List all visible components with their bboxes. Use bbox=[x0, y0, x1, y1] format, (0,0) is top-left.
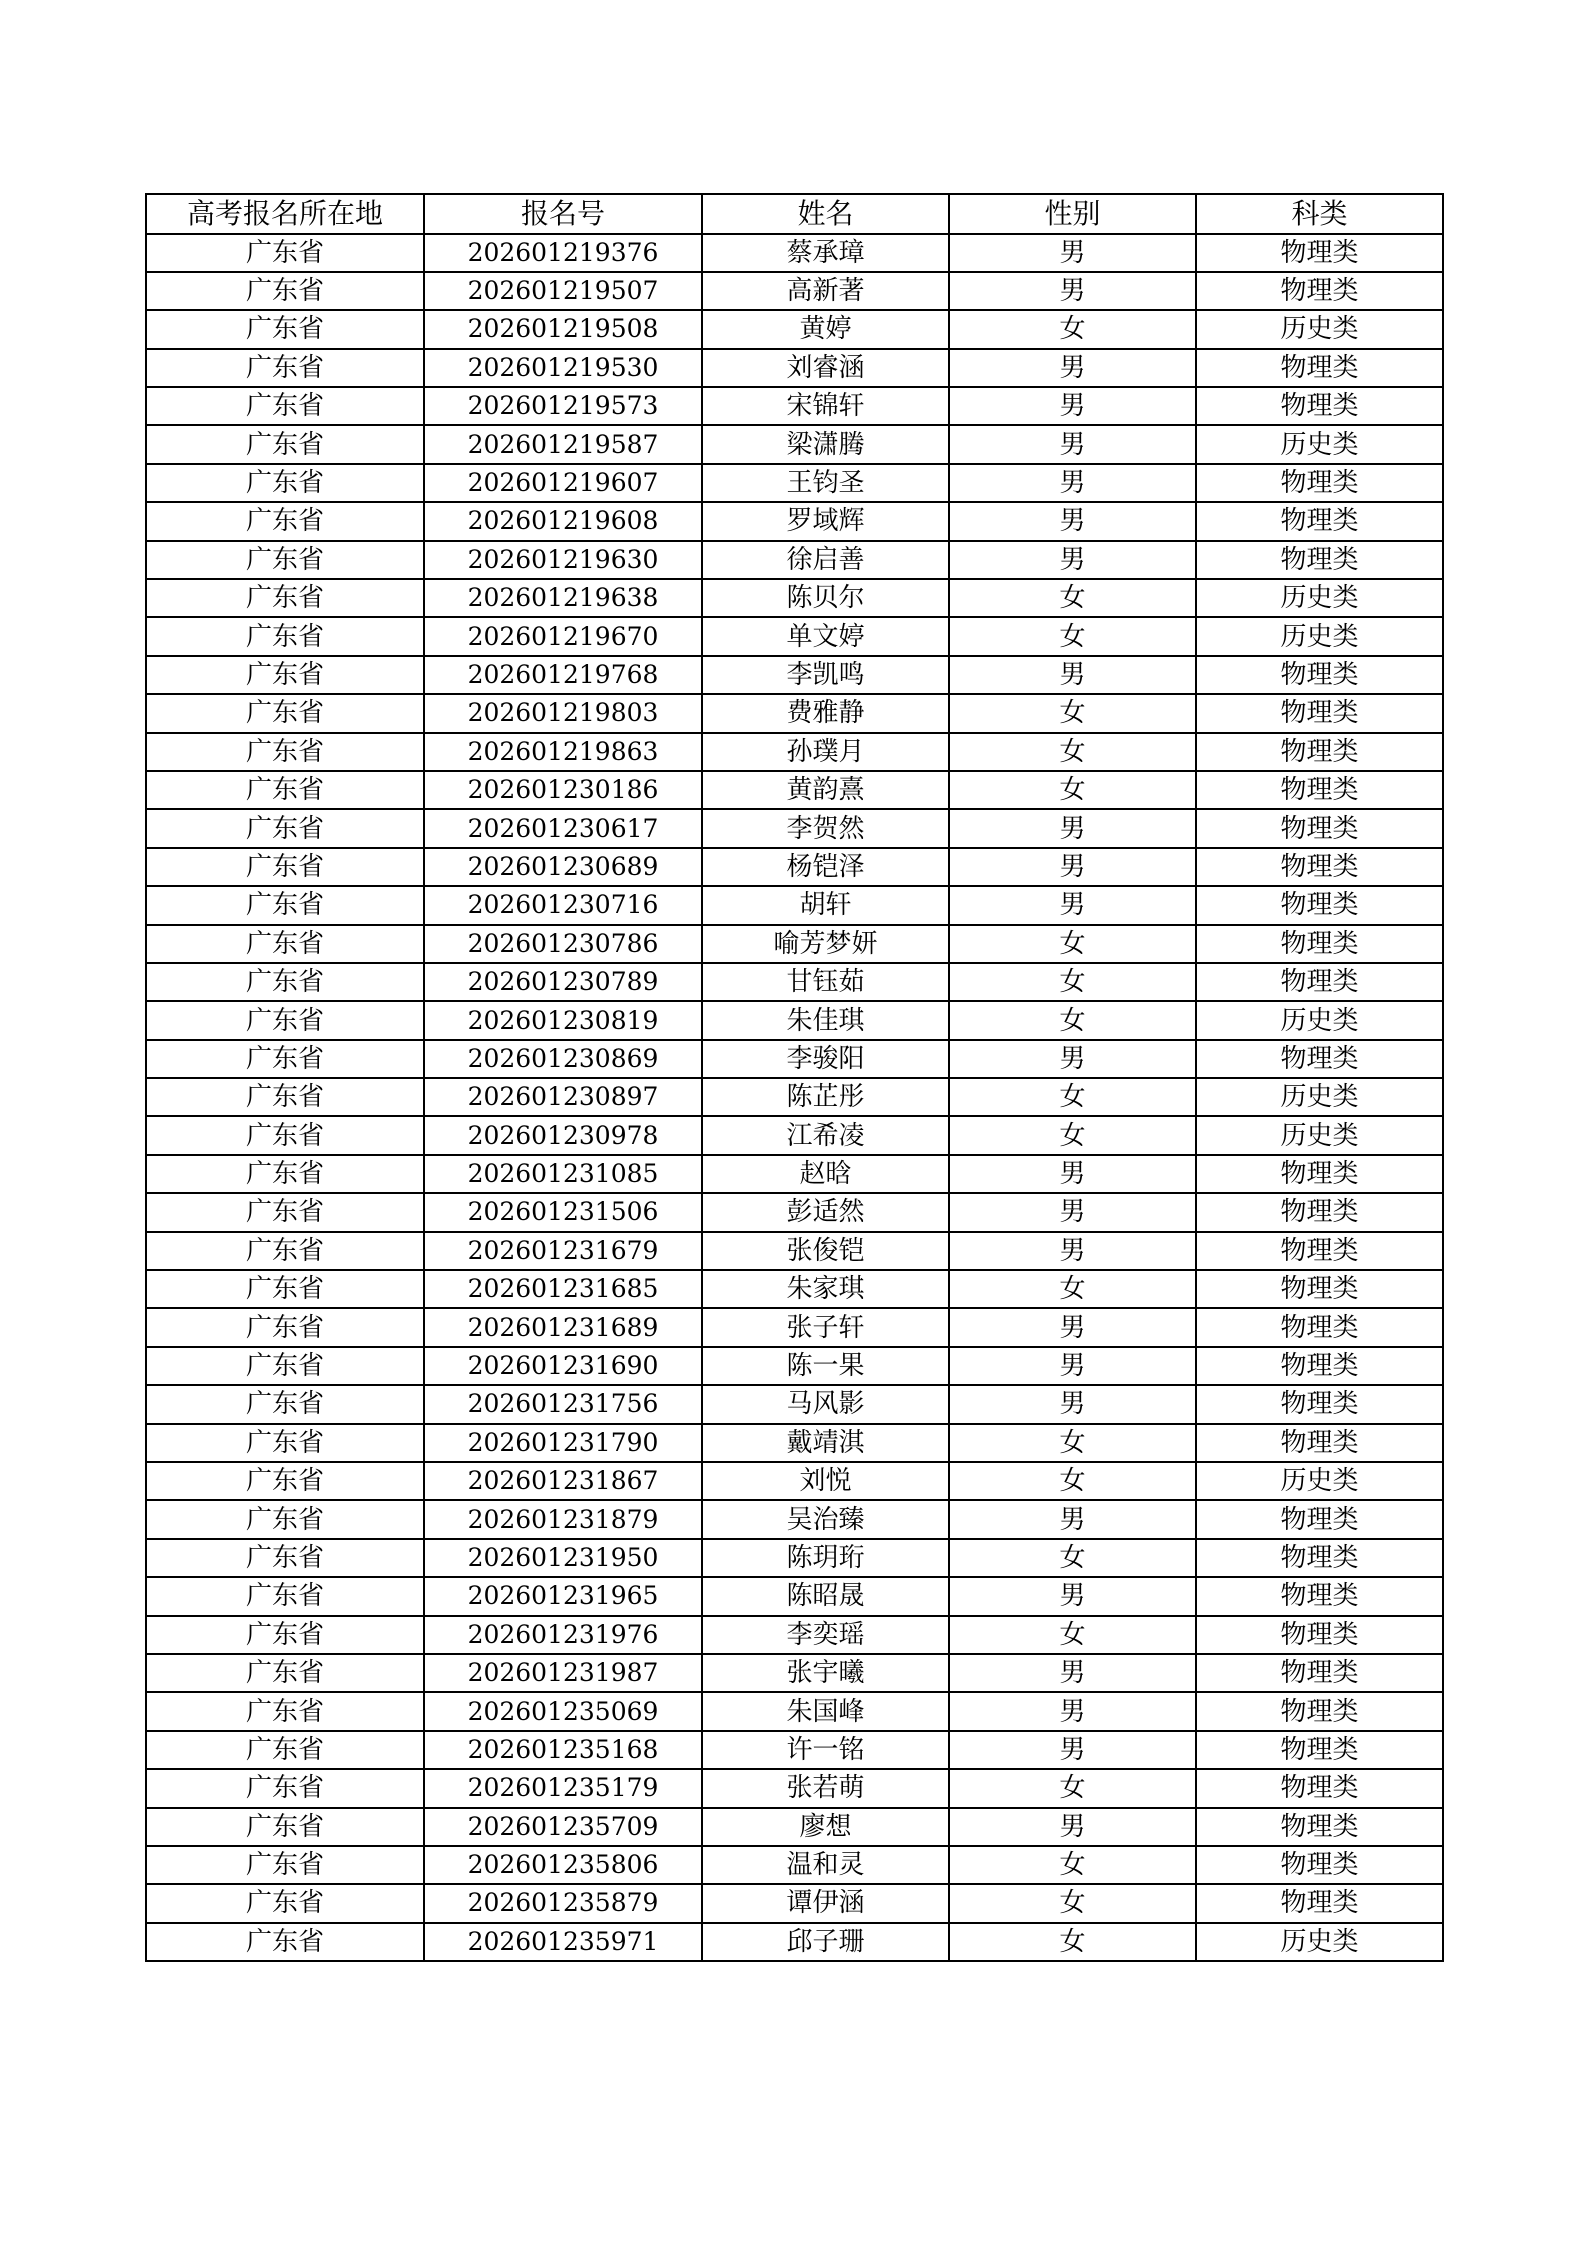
table-header bbox=[146, 194, 1443, 234]
cell-name: 喻芳梦妍 bbox=[702, 925, 949, 963]
cell-name: 陈一果 bbox=[702, 1347, 949, 1385]
cell-gender: 男 bbox=[949, 387, 1196, 425]
cell-registration-number: 202601231756 bbox=[424, 1385, 702, 1423]
cell-location: 广东省 bbox=[146, 1347, 424, 1385]
cell-gender: 男 bbox=[949, 272, 1196, 310]
table-row bbox=[146, 1462, 1443, 1500]
table-row bbox=[146, 310, 1443, 348]
cell-name: 费雅静 bbox=[702, 694, 949, 732]
cell-registration-number: 202601219376 bbox=[424, 234, 702, 272]
cell-location: 广东省 bbox=[146, 349, 424, 387]
cell-registration-number: 202601219638 bbox=[424, 579, 702, 617]
cell-registration-number: 202601235069 bbox=[424, 1692, 702, 1730]
cell-gender: 男 bbox=[949, 464, 1196, 502]
cell-subject-category: 物理类 bbox=[1196, 464, 1443, 502]
cell-gender: 男 bbox=[949, 541, 1196, 579]
cell-name: 戴靖淇 bbox=[702, 1424, 949, 1462]
cell-gender: 女 bbox=[949, 694, 1196, 732]
cell-gender: 女 bbox=[949, 1616, 1196, 1654]
cell-subject-category: 物理类 bbox=[1196, 1040, 1443, 1078]
cell-subject-category: 历史类 bbox=[1196, 579, 1443, 617]
cell-registration-number: 202601219507 bbox=[424, 272, 702, 310]
cell-subject-category: 物理类 bbox=[1196, 694, 1443, 732]
cell-name: 朱家琪 bbox=[702, 1270, 949, 1308]
cell-name: 张子轩 bbox=[702, 1308, 949, 1346]
cell-subject-category: 物理类 bbox=[1196, 848, 1443, 886]
cell-gender: 女 bbox=[949, 310, 1196, 348]
cell-location: 广东省 bbox=[146, 464, 424, 502]
table-row bbox=[146, 1001, 1443, 1039]
cell-name: 许一铭 bbox=[702, 1731, 949, 1769]
cell-gender: 男 bbox=[949, 1385, 1196, 1423]
cell-location: 广东省 bbox=[146, 310, 424, 348]
cell-subject-category: 历史类 bbox=[1196, 617, 1443, 655]
cell-location: 广东省 bbox=[146, 1385, 424, 1423]
cell-subject-category: 物理类 bbox=[1196, 1616, 1443, 1654]
cell-name: 李奕瑶 bbox=[702, 1616, 949, 1654]
cell-subject-category: 物理类 bbox=[1196, 1654, 1443, 1692]
cell-subject-category: 物理类 bbox=[1196, 809, 1443, 847]
cell-subject-category: 物理类 bbox=[1196, 1347, 1443, 1385]
cell-name: 徐启善 bbox=[702, 541, 949, 579]
cell-location: 广东省 bbox=[146, 234, 424, 272]
table-row bbox=[146, 771, 1443, 809]
cell-location: 广东省 bbox=[146, 617, 424, 655]
cell-location: 广东省 bbox=[146, 1270, 424, 1308]
cell-gender: 男 bbox=[949, 656, 1196, 694]
cell-subject-category: 物理类 bbox=[1196, 733, 1443, 771]
cell-name: 黄婷 bbox=[702, 310, 949, 348]
cell-location: 广东省 bbox=[146, 1884, 424, 1922]
cell-name: 李贺然 bbox=[702, 809, 949, 847]
table-row bbox=[146, 1193, 1443, 1231]
cell-name: 陈昭晟 bbox=[702, 1577, 949, 1615]
cell-gender: 男 bbox=[949, 809, 1196, 847]
cell-name: 王钧圣 bbox=[702, 464, 949, 502]
cell-registration-number: 202601230897 bbox=[424, 1078, 702, 1116]
cell-location: 广东省 bbox=[146, 272, 424, 310]
cell-gender: 女 bbox=[949, 733, 1196, 771]
table-row bbox=[146, 656, 1443, 694]
cell-name: 单文婷 bbox=[702, 617, 949, 655]
cell-name: 刘悦 bbox=[702, 1462, 949, 1500]
cell-subject-category: 物理类 bbox=[1196, 963, 1443, 1001]
cell-location: 广东省 bbox=[146, 1577, 424, 1615]
cell-registration-number: 202601235879 bbox=[424, 1884, 702, 1922]
cell-registration-number: 202601219670 bbox=[424, 617, 702, 655]
cell-location: 广东省 bbox=[146, 1040, 424, 1078]
cell-registration-number: 202601235971 bbox=[424, 1923, 702, 1961]
cell-name: 黄韵熹 bbox=[702, 771, 949, 809]
cell-registration-number: 202601219863 bbox=[424, 733, 702, 771]
cell-registration-number: 202601231685 bbox=[424, 1270, 702, 1308]
cell-gender: 女 bbox=[949, 1769, 1196, 1807]
cell-gender: 男 bbox=[949, 1155, 1196, 1193]
cell-location: 广东省 bbox=[146, 541, 424, 579]
cell-gender: 男 bbox=[949, 1347, 1196, 1385]
cell-name: 赵晗 bbox=[702, 1155, 949, 1193]
cell-gender: 女 bbox=[949, 1923, 1196, 1961]
cell-registration-number: 202601235168 bbox=[424, 1731, 702, 1769]
cell-registration-number: 202601231987 bbox=[424, 1654, 702, 1692]
cell-registration-number: 202601230789 bbox=[424, 963, 702, 1001]
cell-location: 广东省 bbox=[146, 1193, 424, 1231]
cell-subject-category: 物理类 bbox=[1196, 656, 1443, 694]
cell-subject-category: 物理类 bbox=[1196, 541, 1443, 579]
cell-location: 广东省 bbox=[146, 425, 424, 463]
cell-subject-category: 物理类 bbox=[1196, 1155, 1443, 1193]
cell-name: 刘睿涵 bbox=[702, 349, 949, 387]
cell-subject-category: 物理类 bbox=[1196, 1232, 1443, 1270]
cell-location: 广东省 bbox=[146, 1731, 424, 1769]
cell-registration-number: 202601231867 bbox=[424, 1462, 702, 1500]
cell-subject-category: 历史类 bbox=[1196, 1462, 1443, 1500]
cell-gender: 女 bbox=[949, 579, 1196, 617]
table-row bbox=[146, 733, 1443, 771]
cell-location: 广东省 bbox=[146, 1654, 424, 1692]
cell-location: 广东省 bbox=[146, 1539, 424, 1577]
table-row bbox=[146, 1769, 1443, 1807]
cell-gender: 女 bbox=[949, 963, 1196, 1001]
cell-gender: 女 bbox=[949, 1539, 1196, 1577]
cell-name: 彭适然 bbox=[702, 1193, 949, 1231]
cell-gender: 男 bbox=[949, 502, 1196, 540]
cell-subject-category: 物理类 bbox=[1196, 1308, 1443, 1346]
cell-name: 温和灵 bbox=[702, 1846, 949, 1884]
cell-subject-category: 物理类 bbox=[1196, 1846, 1443, 1884]
cell-registration-number: 202601219768 bbox=[424, 656, 702, 694]
cell-subject-category: 物理类 bbox=[1196, 1385, 1443, 1423]
cell-gender: 女 bbox=[949, 617, 1196, 655]
table-row bbox=[146, 387, 1443, 425]
cell-gender: 女 bbox=[949, 1884, 1196, 1922]
cell-name: 马风影 bbox=[702, 1385, 949, 1423]
table-body bbox=[146, 234, 1443, 1962]
cell-name: 蔡承璋 bbox=[702, 234, 949, 272]
cell-name: 梁潇腾 bbox=[702, 425, 949, 463]
table-row bbox=[146, 617, 1443, 655]
cell-gender: 女 bbox=[949, 1001, 1196, 1039]
cell-name: 张俊铠 bbox=[702, 1232, 949, 1270]
table-row bbox=[146, 1116, 1443, 1154]
table-row bbox=[146, 1424, 1443, 1462]
cell-subject-category: 物理类 bbox=[1196, 1731, 1443, 1769]
cell-subject-category: 物理类 bbox=[1196, 1884, 1443, 1922]
cell-registration-number: 202601235179 bbox=[424, 1769, 702, 1807]
cell-subject-category: 物理类 bbox=[1196, 1424, 1443, 1462]
cell-location: 广东省 bbox=[146, 1616, 424, 1654]
cell-subject-category: 物理类 bbox=[1196, 234, 1443, 272]
cell-subject-category: 历史类 bbox=[1196, 1923, 1443, 1961]
cell-registration-number: 202601230617 bbox=[424, 809, 702, 847]
cell-location: 广东省 bbox=[146, 1923, 424, 1961]
table-row bbox=[146, 1232, 1443, 1270]
cell-location: 广东省 bbox=[146, 502, 424, 540]
table-row bbox=[146, 1308, 1443, 1346]
cell-name: 朱佳琪 bbox=[702, 1001, 949, 1039]
cell-name: 谭伊涵 bbox=[702, 1884, 949, 1922]
header-registration-number: 报名号 bbox=[424, 194, 702, 234]
cell-registration-number: 202601231689 bbox=[424, 1308, 702, 1346]
cell-subject-category: 物理类 bbox=[1196, 1692, 1443, 1730]
cell-subject-category: 历史类 bbox=[1196, 1078, 1443, 1116]
header-registration-location: 高考报名所在地 bbox=[146, 194, 424, 234]
cell-gender: 男 bbox=[949, 1193, 1196, 1231]
cell-name: 李凯鸣 bbox=[702, 656, 949, 694]
cell-name: 甘钰茹 bbox=[702, 963, 949, 1001]
cell-subject-category: 历史类 bbox=[1196, 1001, 1443, 1039]
cell-location: 广东省 bbox=[146, 848, 424, 886]
table-row bbox=[146, 963, 1443, 1001]
cell-gender: 女 bbox=[949, 1116, 1196, 1154]
cell-location: 广东省 bbox=[146, 579, 424, 617]
cell-location: 广东省 bbox=[146, 886, 424, 924]
cell-gender: 男 bbox=[949, 886, 1196, 924]
cell-registration-number: 202601230689 bbox=[424, 848, 702, 886]
cell-registration-number: 202601231690 bbox=[424, 1347, 702, 1385]
table-row bbox=[146, 1040, 1443, 1078]
header-gender: 性别 bbox=[949, 194, 1196, 234]
table-row bbox=[146, 1155, 1443, 1193]
cell-gender: 男 bbox=[949, 1232, 1196, 1270]
cell-location: 广东省 bbox=[146, 1001, 424, 1039]
table-row bbox=[146, 579, 1443, 617]
cell-subject-category: 物理类 bbox=[1196, 1577, 1443, 1615]
cell-subject-category: 物理类 bbox=[1196, 502, 1443, 540]
cell-registration-number: 202601230869 bbox=[424, 1040, 702, 1078]
cell-registration-number: 202601231506 bbox=[424, 1193, 702, 1231]
table-row bbox=[146, 1692, 1443, 1730]
cell-location: 广东省 bbox=[146, 1808, 424, 1846]
table-row bbox=[146, 1923, 1443, 1961]
table-row bbox=[146, 1500, 1443, 1538]
cell-gender: 女 bbox=[949, 771, 1196, 809]
cell-gender: 女 bbox=[949, 1846, 1196, 1884]
table-row bbox=[146, 234, 1443, 272]
cell-subject-category: 历史类 bbox=[1196, 425, 1443, 463]
cell-name: 孙璞月 bbox=[702, 733, 949, 771]
cell-location: 广东省 bbox=[146, 1116, 424, 1154]
cell-subject-category: 物理类 bbox=[1196, 886, 1443, 924]
cell-gender: 女 bbox=[949, 1462, 1196, 1500]
cell-location: 广东省 bbox=[146, 771, 424, 809]
cell-name: 陈玥珩 bbox=[702, 1539, 949, 1577]
cell-registration-number: 202601230978 bbox=[424, 1116, 702, 1154]
cell-gender: 女 bbox=[949, 925, 1196, 963]
document-page bbox=[145, 193, 1442, 1962]
table-row bbox=[146, 1731, 1443, 1769]
cell-registration-number: 202601231950 bbox=[424, 1539, 702, 1577]
cell-name: 陈贝尔 bbox=[702, 579, 949, 617]
cell-registration-number: 202601231879 bbox=[424, 1500, 702, 1538]
cell-name: 江希凌 bbox=[702, 1116, 949, 1154]
cell-gender: 男 bbox=[949, 1808, 1196, 1846]
cell-subject-category: 物理类 bbox=[1196, 349, 1443, 387]
cell-registration-number: 202601219530 bbox=[424, 349, 702, 387]
cell-name: 宋锦轩 bbox=[702, 387, 949, 425]
cell-name: 高新著 bbox=[702, 272, 949, 310]
table-row bbox=[146, 925, 1443, 963]
cell-registration-number: 202601219508 bbox=[424, 310, 702, 348]
table-row bbox=[146, 541, 1443, 579]
candidate-table bbox=[145, 193, 1444, 1962]
cell-registration-number: 202601235709 bbox=[424, 1808, 702, 1846]
table-row bbox=[146, 272, 1443, 310]
table-row bbox=[146, 694, 1443, 732]
cell-registration-number: 202601231976 bbox=[424, 1616, 702, 1654]
cell-name: 胡轩 bbox=[702, 886, 949, 924]
cell-location: 广东省 bbox=[146, 387, 424, 425]
cell-name: 廖想 bbox=[702, 1808, 949, 1846]
cell-name: 吴治臻 bbox=[702, 1500, 949, 1538]
cell-location: 广东省 bbox=[146, 656, 424, 694]
cell-subject-category: 物理类 bbox=[1196, 1808, 1443, 1846]
cell-name: 邱子珊 bbox=[702, 1923, 949, 1961]
cell-name: 陈芷彤 bbox=[702, 1078, 949, 1116]
cell-subject-category: 物理类 bbox=[1196, 1500, 1443, 1538]
cell-name: 杨铠泽 bbox=[702, 848, 949, 886]
cell-registration-number: 202601230716 bbox=[424, 886, 702, 924]
table-row bbox=[146, 809, 1443, 847]
cell-registration-number: 202601230786 bbox=[424, 925, 702, 963]
cell-registration-number: 202601231965 bbox=[424, 1577, 702, 1615]
table-row bbox=[146, 425, 1443, 463]
cell-gender: 男 bbox=[949, 349, 1196, 387]
cell-location: 广东省 bbox=[146, 1692, 424, 1730]
table-row bbox=[146, 848, 1443, 886]
table-row bbox=[146, 1654, 1443, 1692]
cell-name: 张若萌 bbox=[702, 1769, 949, 1807]
cell-subject-category: 历史类 bbox=[1196, 1116, 1443, 1154]
table-row bbox=[146, 1846, 1443, 1884]
cell-location: 广东省 bbox=[146, 1308, 424, 1346]
cell-registration-number: 202601230819 bbox=[424, 1001, 702, 1039]
cell-registration-number: 202601230186 bbox=[424, 771, 702, 809]
cell-gender: 男 bbox=[949, 425, 1196, 463]
cell-gender: 男 bbox=[949, 1500, 1196, 1538]
cell-gender: 男 bbox=[949, 1692, 1196, 1730]
cell-subject-category: 物理类 bbox=[1196, 1193, 1443, 1231]
cell-gender: 男 bbox=[949, 1731, 1196, 1769]
table-row bbox=[146, 1078, 1443, 1116]
cell-location: 广东省 bbox=[146, 1155, 424, 1193]
table-row bbox=[146, 1270, 1443, 1308]
cell-registration-number: 202601219803 bbox=[424, 694, 702, 732]
cell-location: 广东省 bbox=[146, 1769, 424, 1807]
cell-location: 广东省 bbox=[146, 1462, 424, 1500]
cell-location: 广东省 bbox=[146, 733, 424, 771]
cell-location: 广东省 bbox=[146, 925, 424, 963]
cell-subject-category: 物理类 bbox=[1196, 1539, 1443, 1577]
table-row bbox=[146, 1539, 1443, 1577]
cell-gender: 男 bbox=[949, 1040, 1196, 1078]
cell-subject-category: 物理类 bbox=[1196, 1270, 1443, 1308]
cell-name: 张宇曦 bbox=[702, 1654, 949, 1692]
cell-name: 李骏阳 bbox=[702, 1040, 949, 1078]
cell-location: 广东省 bbox=[146, 809, 424, 847]
cell-gender: 女 bbox=[949, 1078, 1196, 1116]
table-row bbox=[146, 1616, 1443, 1654]
table-row bbox=[146, 1577, 1443, 1615]
header-subject-category: 科类 bbox=[1196, 194, 1443, 234]
cell-subject-category: 历史类 bbox=[1196, 310, 1443, 348]
table-row bbox=[146, 1808, 1443, 1846]
cell-registration-number: 202601231790 bbox=[424, 1424, 702, 1462]
cell-location: 广东省 bbox=[146, 1846, 424, 1884]
cell-subject-category: 物理类 bbox=[1196, 387, 1443, 425]
table-row bbox=[146, 1884, 1443, 1922]
table-row bbox=[146, 1385, 1443, 1423]
cell-gender: 男 bbox=[949, 234, 1196, 272]
cell-location: 广东省 bbox=[146, 1078, 424, 1116]
header-row bbox=[146, 194, 1443, 234]
header-name: 姓名 bbox=[702, 194, 949, 234]
cell-gender: 男 bbox=[949, 848, 1196, 886]
cell-location: 广东省 bbox=[146, 694, 424, 732]
cell-subject-category: 物理类 bbox=[1196, 1769, 1443, 1807]
cell-location: 广东省 bbox=[146, 1424, 424, 1462]
cell-registration-number: 202601219573 bbox=[424, 387, 702, 425]
cell-registration-number: 202601219630 bbox=[424, 541, 702, 579]
cell-gender: 女 bbox=[949, 1270, 1196, 1308]
table-row bbox=[146, 1347, 1443, 1385]
table-row bbox=[146, 349, 1443, 387]
cell-location: 广东省 bbox=[146, 963, 424, 1001]
cell-gender: 女 bbox=[949, 1424, 1196, 1462]
cell-name: 朱国峰 bbox=[702, 1692, 949, 1730]
table-row bbox=[146, 464, 1443, 502]
cell-subject-category: 物理类 bbox=[1196, 771, 1443, 809]
cell-subject-category: 物理类 bbox=[1196, 272, 1443, 310]
cell-registration-number: 202601231679 bbox=[424, 1232, 702, 1270]
cell-gender: 男 bbox=[949, 1654, 1196, 1692]
cell-registration-number: 202601231085 bbox=[424, 1155, 702, 1193]
cell-gender: 男 bbox=[949, 1308, 1196, 1346]
cell-location: 广东省 bbox=[146, 1232, 424, 1270]
table-row bbox=[146, 886, 1443, 924]
cell-gender: 男 bbox=[949, 1577, 1196, 1615]
cell-registration-number: 202601235806 bbox=[424, 1846, 702, 1884]
cell-name: 罗域辉 bbox=[702, 502, 949, 540]
cell-registration-number: 202601219608 bbox=[424, 502, 702, 540]
cell-location: 广东省 bbox=[146, 1500, 424, 1538]
cell-registration-number: 202601219587 bbox=[424, 425, 702, 463]
table-row bbox=[146, 502, 1443, 540]
cell-registration-number: 202601219607 bbox=[424, 464, 702, 502]
cell-subject-category: 物理类 bbox=[1196, 925, 1443, 963]
